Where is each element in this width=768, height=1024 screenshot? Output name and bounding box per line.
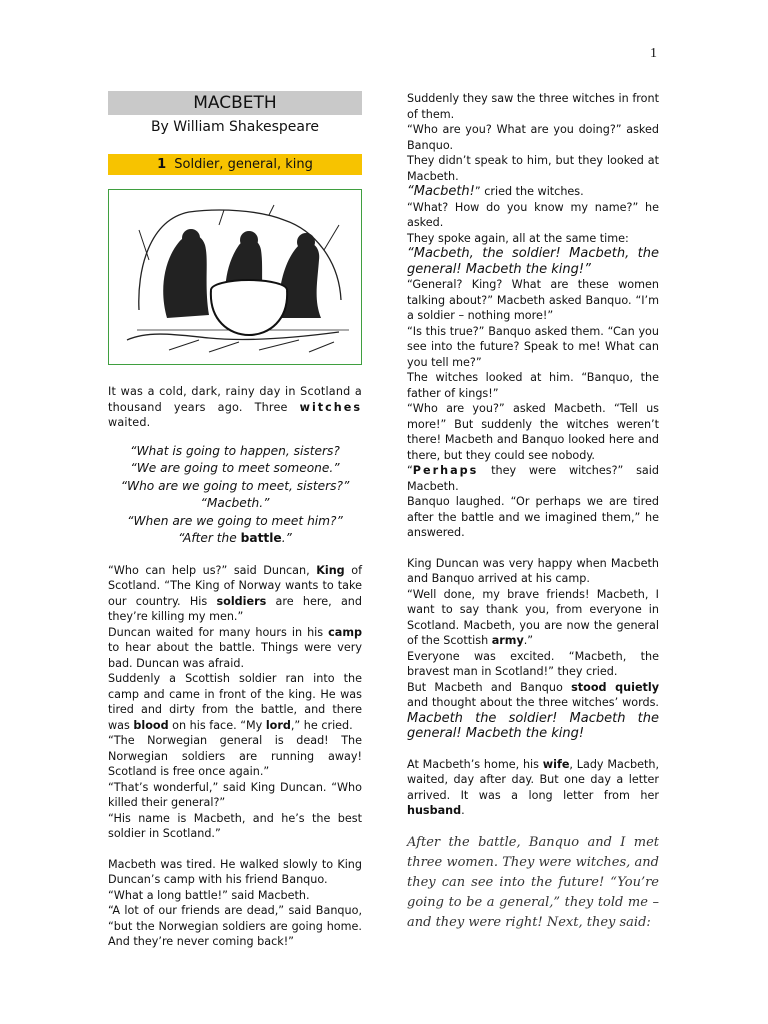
witches-poem	[108, 443, 362, 548]
story-paragraph: “The Norwegian general is dead! The Norwegian soldiers are running away! Scotland is free once again.”	[108, 734, 362, 778]
story-paragraph: “Macbeth!” cried the witches.	[407, 184, 584, 199]
story-paragraph: “Who can help us?” said Duncan, King of Scotland. “The King of Norway wants to take our country. His soldiers are here, and they’re killing my men.”	[108, 563, 363, 623]
poem-line: “We are going to meet someone.”	[130, 461, 340, 475]
story-paragraph: “A lot of our friends are dead,” said Banquo, “but the Norwegian soldiers are going home. And they’re never coming back!”	[108, 904, 362, 948]
chapter-heading	[108, 154, 362, 175]
page-title: MACBETH	[193, 93, 277, 113]
story-paragraph: “Is this true?” Banquo asked them. “Can you see into the future? Speak to me! What can you tell me?”	[407, 324, 659, 369]
title-bar	[108, 91, 362, 115]
story-paragraph: “What a long battle!” said Macbeth.	[108, 888, 310, 902]
story-paragraph: Suddenly they saw the three witches in front of them.	[407, 92, 659, 121]
page-number: 1	[650, 46, 657, 61]
story-paragraph: “Macbeth, the soldier! Macbeth, the general! Macbeth the king!”	[407, 246, 659, 277]
story-paragraph: “Well done, my brave friends! Macbeth, I want to say thank you, from everyone in Scotland. Macbeth, you are now the general of the Scottish army.”	[407, 587, 659, 647]
poem-line: “Who are we going to meet, sisters?”	[120, 478, 350, 493]
story-paragraph: “That’s wonderful,” said King Duncan. “Who killed their general?”	[108, 780, 362, 809]
poem-line: “What is going to happen, sisters?	[130, 443, 340, 458]
story-paragraph: “His name is Macbeth, and he’s the best soldier in Scotland.”	[108, 811, 362, 840]
story-paragraph: Duncan waited for many hours in his camp to hear about the battle. Things were very bad. Duncan was afraid.	[108, 625, 362, 670]
story-paragraph: “Who are you? What are you doing?” asked Banquo.	[407, 123, 659, 152]
right-column	[407, 91, 659, 933]
story-paragraph: Macbeth was tired. He walked slowly to King Duncan’s camp with his friend Banquo.	[108, 857, 362, 886]
left-column	[108, 91, 362, 950]
story-paragraph: At Macbeth’s home, his wife, Lady Macbeth, waited, day after day. But one day a letter arrived. It was a long letter from her husband.	[407, 757, 660, 817]
byline: By William Shakespeare	[150, 119, 320, 135]
witches-illustration	[108, 189, 362, 365]
macbeth-letter: After the battle, Banquo and I met three women. They were witches, and they can see into the future! “You’re going to be a general,” they told me – and they were right! Next, they said:	[407, 834, 659, 930]
intro-paragraph: It was a cold, dark, rainy day in Scotland a thousand years ago. Three witches waited.	[108, 385, 362, 429]
chapter-title: Soldier, general, king	[174, 157, 313, 172]
story-paragraph: Everyone was excited. “Macbeth, the bravest man in Scotland!” they cried.	[407, 649, 659, 678]
story-paragraph: They didn’t speak to him, but they looked at Macbeth.	[407, 154, 659, 183]
story-paragraph: “What? How do you know my name?” he asked.	[407, 200, 659, 229]
story-paragraph: “Perhaps they were witches?” said Macbeth.	[407, 464, 659, 493]
story-paragraph: Banquo laughed. “Or perhaps we are tired after the battle and we imagined them,” he answered.	[407, 495, 659, 539]
story-paragraph: “General? King? What are these women talking about?” Macbeth asked Banquo. “I’m a soldier – nothing more!”	[407, 278, 659, 322]
story-paragraph: But Macbeth and Banquo stood quietly and thought about the three witches’ words. Macbeth the soldier! Macbeth the general! Macbeth the king!	[407, 680, 660, 741]
story-paragraph: “Who are you?” asked Macbeth. “Tell us more!” But suddenly the witches weren’t there! Macbeth and Banquo looked here and there, but they could see nobody.	[407, 402, 659, 462]
story-paragraph: Suddenly a Scottish soldier ran into the camp and came in front of the king. He was tired and dirty from the battle, and there was blood on his face. “My lord,” he cried.	[108, 672, 362, 732]
witches-cauldron-drawing	[109, 190, 363, 364]
poem-line: “Macbeth.”	[200, 496, 270, 510]
poem-line: “When are we going to meet him?”	[127, 513, 343, 528]
poem-line: “After the battle.”	[178, 531, 292, 545]
story-paragraph: They spoke again, all at the same time:	[407, 231, 629, 245]
chapter-number: 1	[157, 157, 167, 172]
story-paragraph: King Duncan was very happy when Macbeth and Banquo arrived at his camp.	[407, 556, 659, 585]
story-paragraph: The witches looked at him. “Banquo, the father of kings!”	[407, 371, 659, 400]
